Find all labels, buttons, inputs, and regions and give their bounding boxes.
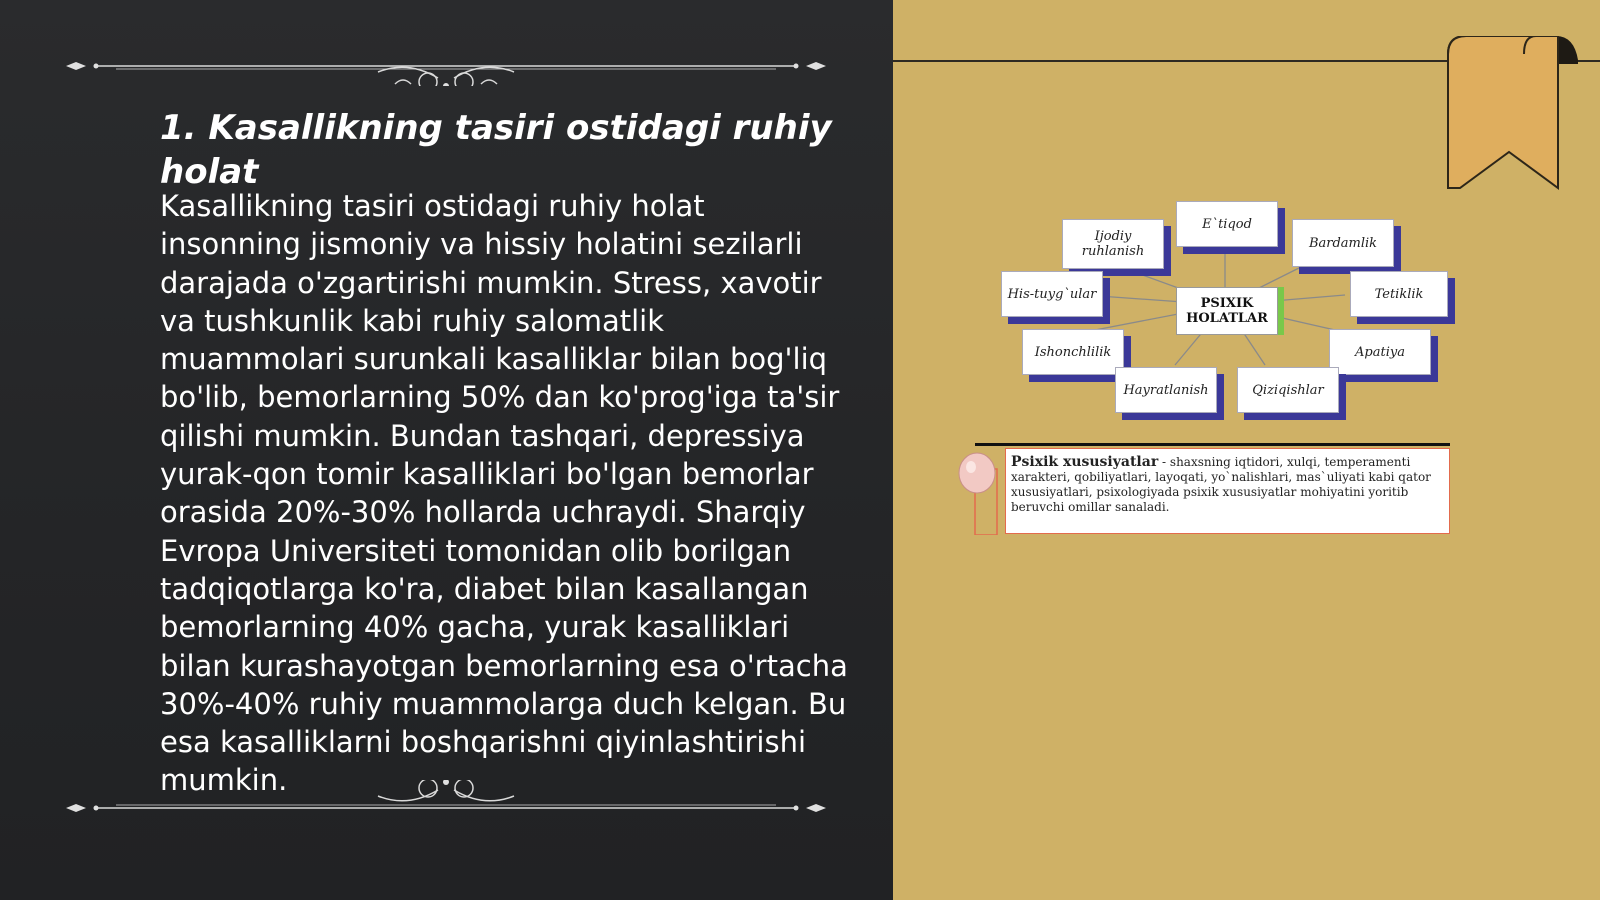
node-qiziqishlar: Qiziqishlar	[1237, 367, 1339, 413]
diagram-center-node: PSIXIK HOLATLAR	[1176, 287, 1278, 335]
note-definition: shaxsning iqtidori, xulqi, temperamenti xarakteri, qobiliyatlari, layoqati, yo`nalishlari, mas`uliyati kabi qator xususiyatlari, psixologiyada psixik xususiyatlar mohiyatini yoritib beruvchi omillar sanaladi.	[1011, 455, 1431, 514]
note-top-rule	[975, 443, 1450, 446]
note-term: Psixik xususiyatlar	[1011, 454, 1159, 470]
node-ijodiy-ruhlanish: Ijodiy ruhlanish	[1062, 219, 1164, 269]
top-ornament-divider	[66, 46, 826, 86]
node-tetiklik: Tetiklik	[1350, 271, 1448, 317]
bookmark-ribbon-icon	[1436, 36, 1586, 202]
slide-title: 1. Kasallikning tasiri ostidagi ruhiy holat	[160, 108, 832, 192]
note-text-box	[1005, 448, 1450, 534]
psychic-states-diagram	[995, 195, 1455, 425]
node-bardamlik: Bardamlik	[1292, 219, 1394, 267]
bottom-ornament-divider	[66, 780, 826, 820]
node-ishonchlilik: Ishonchlilik	[1022, 329, 1124, 375]
node-hayratlanish: Hayratlanish	[1115, 367, 1217, 413]
note-dash: -	[1162, 455, 1167, 469]
node-etiqod: E`tiqod	[1176, 201, 1278, 247]
definition-note	[955, 443, 1450, 538]
slide-body-text: Kasallikning tasiri ostidagi ruhiy holat insonning jismoniy va hissiy holatini sezilarli darajada o'zgartirishi mumkin. Stress, xavotir va tushkunlik kabi ruhiy salomatlik muammolari surunkali kasalliklar bilan bog'liq bo'lib, bemorlarning 50% dan ko'prog'iga ta'sir qilishi mumkin. Bundan tashqari, depressiya yurak-qon tomir kasalliklari bo'lgan bemorlar orasida 20%-30% hollarda uchraydi. Sharqiy Evropa Universiteti tomonidan olib borilgan tadqiqotlarga ko'ra, diabet bilan kasallangan bemorlarning 40% gacha, yurak kasalliklari bilan kurashayotgan bemorlarning esa o'rtacha 30%-40% ruhiy muammolarga duch kelgan. Bu esa kasalliklarni boshqarishni qiyinlashtirishi mumkin.	[160, 189, 848, 798]
pin-icon	[955, 449, 999, 535]
node-his-tuygular: His-tuyg`ular	[1001, 271, 1103, 317]
node-apatiya: Apatiya	[1329, 329, 1431, 375]
